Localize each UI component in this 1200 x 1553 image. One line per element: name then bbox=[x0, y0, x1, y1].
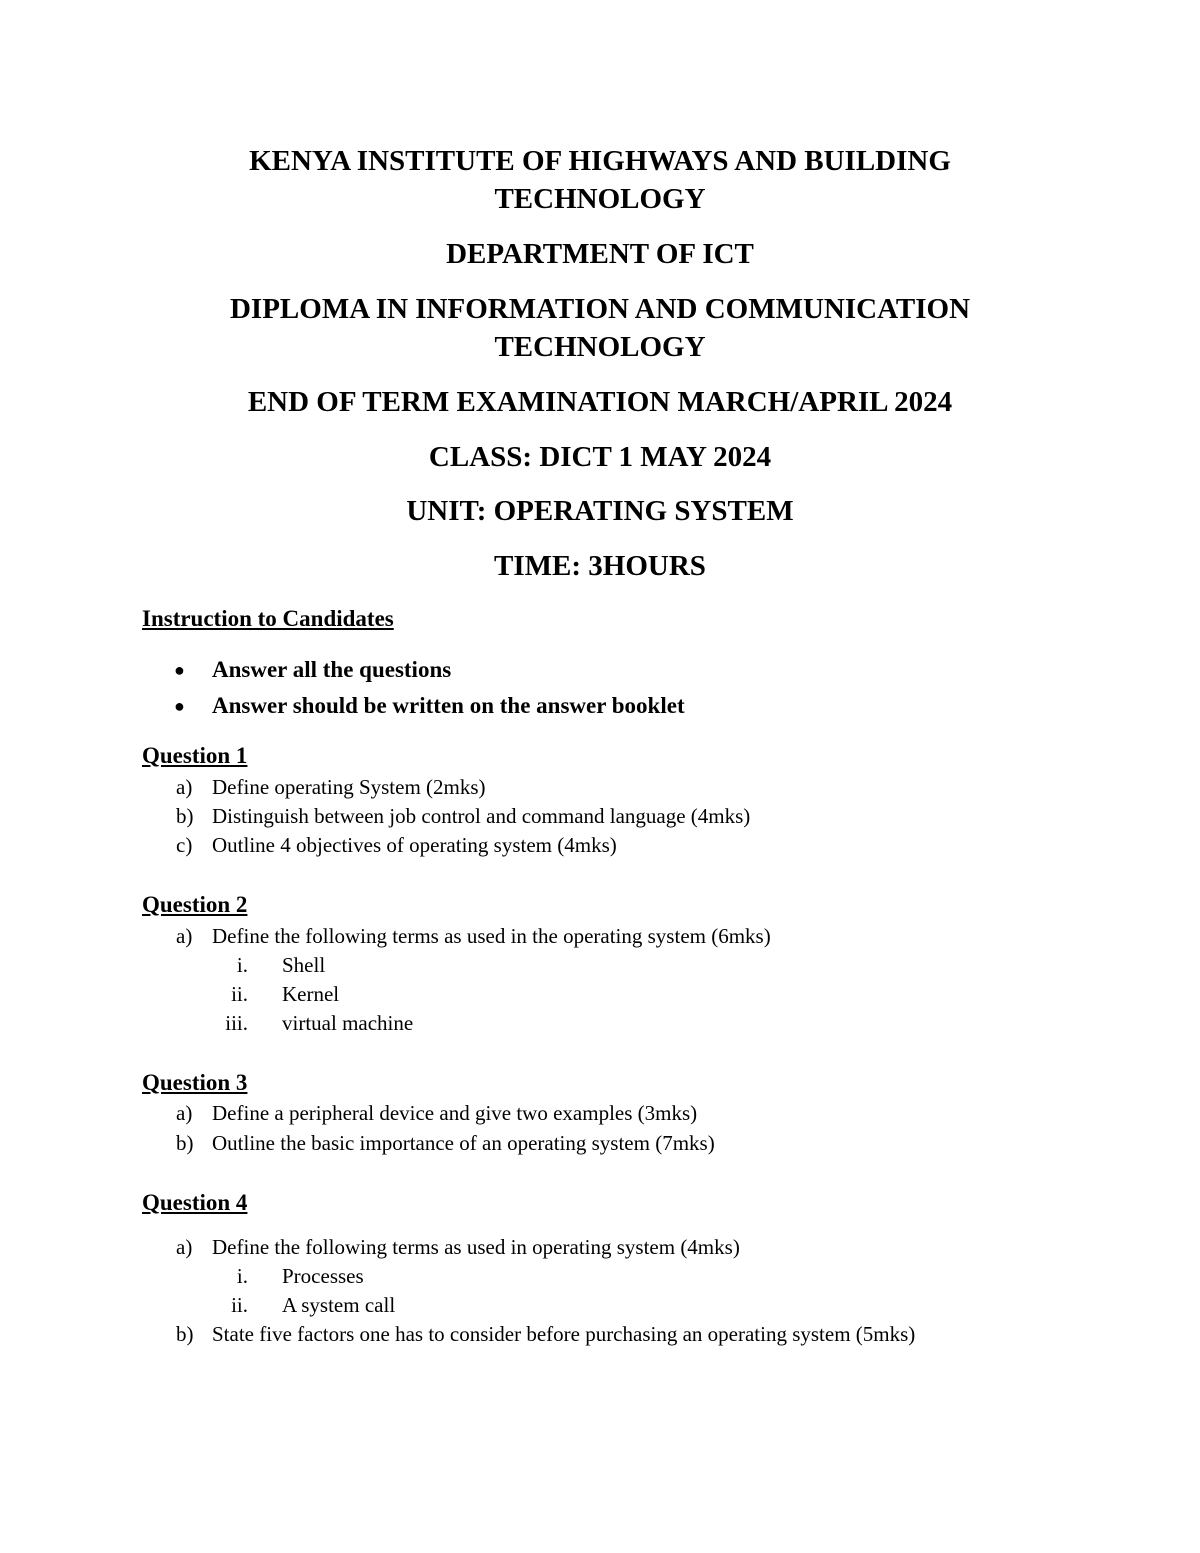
class-label: CLASS: DICT 1 MAY 2024 bbox=[428, 441, 772, 473]
bullet-icon: ● bbox=[174, 660, 185, 680]
question-part: b) Distinguish between job control and command language (4mks) bbox=[176, 804, 751, 828]
question-subpart: ii. Kernel bbox=[231, 982, 340, 1006]
time-label: TIME: 3HOURS bbox=[494, 550, 706, 582]
instructions-title: Instruction to Candidates bbox=[142, 606, 394, 631]
question-part: b) State five factors one has to consider before purchasing an operating system (5mks) bbox=[176, 1322, 916, 1346]
question-subpart: i. Shell bbox=[236, 953, 326, 977]
question-part: b) Outline the basic importance of an operating system (7mks) bbox=[176, 1131, 715, 1155]
question-subpart: i. Processes bbox=[236, 1264, 364, 1288]
question-part: a) Define the following terms as used in the operating system (6mks) bbox=[176, 924, 771, 948]
question-title: Question 2 bbox=[142, 892, 248, 917]
question-part: a) Define operating System (2mks) bbox=[176, 775, 486, 799]
question-subpart: ii. A system call bbox=[231, 1293, 396, 1317]
question-part: c) Outline 4 objectives of operating system (4mks) bbox=[176, 833, 617, 857]
bullet-icon: ● bbox=[174, 696, 185, 716]
question-part: a) Define the following terms as used in operating system (4mks) bbox=[176, 1235, 740, 1259]
question-title: Question 4 bbox=[142, 1190, 248, 1215]
institution-name: KENYA INSTITUTE OF HIGHWAYS AND BUILDING TECHNOLOGY bbox=[249, 145, 951, 215]
question-subpart: iii. virtual machine bbox=[225, 1011, 414, 1035]
exam-page: KENYA INSTITUTE OF HIGHWAYS AND BUILDING TECHNOLOGY DEPARTMENT OF ICT DIPLOMA IN INFORMATION AND COMMUNICATION TECHNOLOGY END OF TERM EXAMINATION MARCH/APRIL 2024 CLASS: DICT 1 MAY 2024 UNIT: OPERATING SYSTEM TIME: 3HOURS Instruction to Candidates ● Answer all the questions ● Answer should be written on the answer booklet Question 1 a) Define operating System (2mks) b) Distinguish between job control and command language (4mks) c) Outline 4 objectives of operating system (4mks) Question 2 a) Define the following terms as used in the operating system (6mks) i. Shell ii. Kernel iii. virtual machine Question 3 a) Define a peripheral device and give two examples (3mks) b) Outline the basic importance of an operating system (7mks) Question 4 a) Define the following terms as used in operating system (4mks) i. Processes ii. A system call b) State five factors one has to consider before purchasing an operating system (5mks) bbox=[0, 0, 1200, 1553]
exam-title: END OF TERM EXAMINATION MARCH/APRIL 2024 bbox=[247, 386, 953, 418]
question-part: a) Define a peripheral device and give two examples (3mks) bbox=[176, 1101, 698, 1125]
question-title: Question 3 bbox=[142, 1070, 248, 1095]
course-name: DIPLOMA IN INFORMATION AND COMMUNICATION TECHNOLOGY bbox=[229, 293, 971, 363]
question-title: Question 1 bbox=[142, 743, 248, 768]
department-name: DEPARTMENT OF ICT bbox=[446, 238, 754, 270]
unit-label: UNIT: OPERATING SYSTEM bbox=[406, 495, 794, 527]
